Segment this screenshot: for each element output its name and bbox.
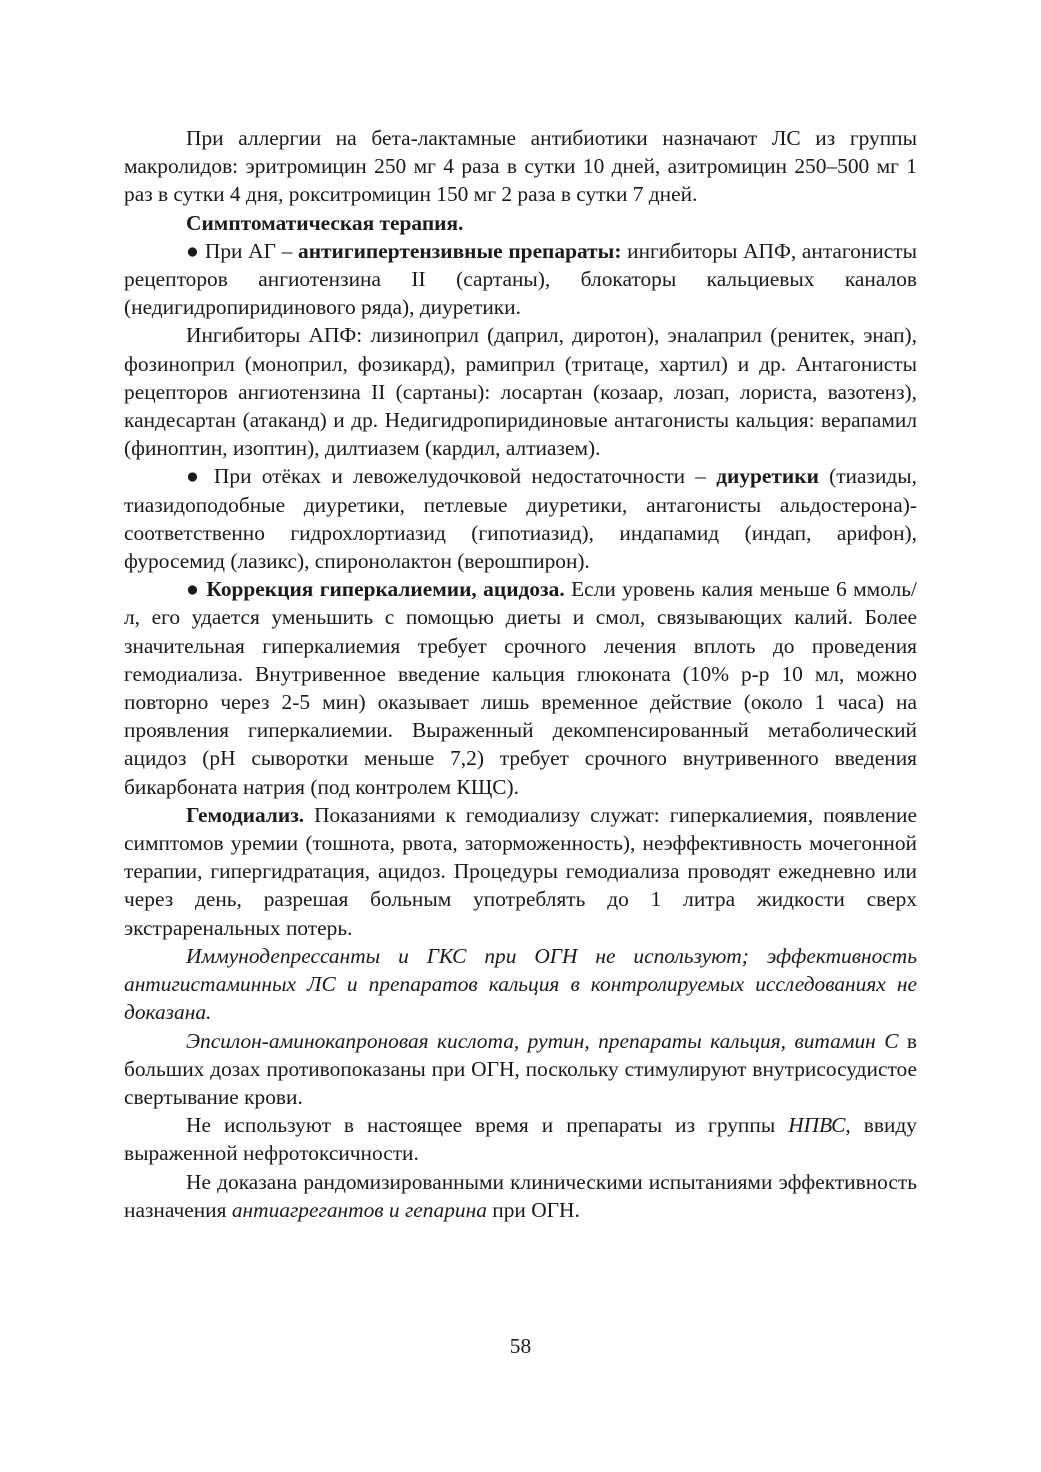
paragraph-text: (тиазиды, тиазидоподобные диуретики, петлевые диуретики, антагонисты альдостерона)- соответственно гидрохлортиазид (гипотиазид), индапамид (индап, арифон), фуросемид (лазикс), спиронолактон (верошпирон). xyxy=(124,464,917,574)
paragraph-antiplatelets xyxy=(124,1168,917,1224)
paragraph-nsaids xyxy=(124,1111,917,1167)
paragraph-immunosuppressants xyxy=(124,942,917,1027)
paragraph-text: Не используют в настоящее время и препараты из группы xyxy=(186,1113,789,1138)
section-heading-symptomatic-therapy xyxy=(124,209,917,237)
paragraph-text: Показаниями к гемодиализу служат: гиперкалиемия, появление симптомов уремии (тошнота, рвота, заторможенность), неэффективность мочегонной терапии, гипергидратация, ацидоз. Процедуры гемодиализа проводят ежедневно или через день, разрешая больным употреблять до 1 литра жидкости сверх экстраренальных потерь. xyxy=(124,802,917,940)
italic-text: антиагрегантов и гепарина xyxy=(231,1197,487,1222)
italic-text: Иммунодепрессанты и ГКС при ОГН не используют; эффективность антигистаминных ЛС и препаратов кальция в контролируемых исследованиях не доказана. xyxy=(124,943,917,1025)
paragraph-hemodialysis xyxy=(124,801,917,942)
italic-text: НПВС xyxy=(788,1113,846,1138)
page-body xyxy=(124,124,917,1224)
paragraph-text: , ввиду выраженной нефротоксичности. xyxy=(124,1113,917,1166)
paragraph-ace-inhibitors xyxy=(124,321,917,462)
page-number: 58 xyxy=(509,1334,532,1358)
paragraph-hypertension xyxy=(124,237,917,322)
bold-term: ● Коррекция гиперкалиемии, ацидоза. xyxy=(186,577,565,602)
heading-text: Симптоматическая терапия. xyxy=(186,210,464,235)
paragraph-text: в больших дозах противопоказаны при ОГН, поскольку стимулируют внутрисосудистое свертывание крови. xyxy=(124,1028,918,1109)
italic-text: Эпсилон-аминокапроновая кислота, рутин, препараты кальция, витамин С xyxy=(186,1028,899,1053)
paragraph-hyperkalemia xyxy=(124,575,917,801)
paragraph-text: Не доказана рандомизированными клиническими испытаниями эффективность назначения xyxy=(124,1169,917,1222)
paragraph-macrolides xyxy=(124,124,917,209)
bold-term: антигипертензивные препараты: xyxy=(298,238,622,263)
paragraph-text: ● При отёках и левожелудочковой недостаточности – xyxy=(186,464,717,489)
bold-term: диуретики xyxy=(716,464,819,489)
paragraph-text: При аллергии на бета-лактамные антибиотики назначают ЛС из группы макролидов: эритромицин 250 мг 4 раза в сутки 10 дней, азитромицин 250–500 мг 1 раз в сутки 4 дня, рокситромицин 150 мг 2 раза в сутки 7 дней. xyxy=(124,126,917,207)
paragraph-text: Если уровень калия меньше 6 ммоль/л, его удается уменьшить с помощью диеты и смол, связывающих калий. Более значительная гиперкалиемия требует срочного лечения вплоть до проведения гемодиализа. Внутривенное введение кальция глюконата (10% р-р 10 мл, можно повторно через 2-5 мин) оказывает лишь временное действие (около 1 часа) на проявления гиперкалиемии. Выраженный декомпенсированный метаболический ацидоз (pH сыворотки меньше 7,2) требует срочного внутривенного введения бикарбоната натрия (под контролем КЩС). xyxy=(124,577,917,799)
paragraph-text: ингибиторы АПФ, антагонисты рецепторов ангиотензина II (сартаны), блокаторы кальциевых каналов (недигидропиридинового ряда), диуретики. xyxy=(124,238,917,320)
bold-term: Гемодиализ. xyxy=(186,802,305,827)
paragraph-diuretics xyxy=(124,462,917,575)
paragraph-epsilon-acid xyxy=(124,1027,917,1112)
paragraph-text: ● При АГ – xyxy=(186,238,299,263)
paragraph-text: Ингибиторы АПФ: лизиноприл (даприл, диротон), эналаприл (ренитек, энап), фозиноприл (моноприл, фозикард), рамиприл (тритаце, хартил) и др. Антагонисты рецепторов ангиотензина II (сартаны): лосартан (козаар, лозап, лориста, вазотенз), кандесартан (атаканд) и др. Недигидропиридиновые антагонисты кальция: верапамил (финоптин, изоптин), дилтиазем (кардил, алтиазем). xyxy=(124,323,917,461)
paragraph-text: при ОГН. xyxy=(486,1197,580,1222)
